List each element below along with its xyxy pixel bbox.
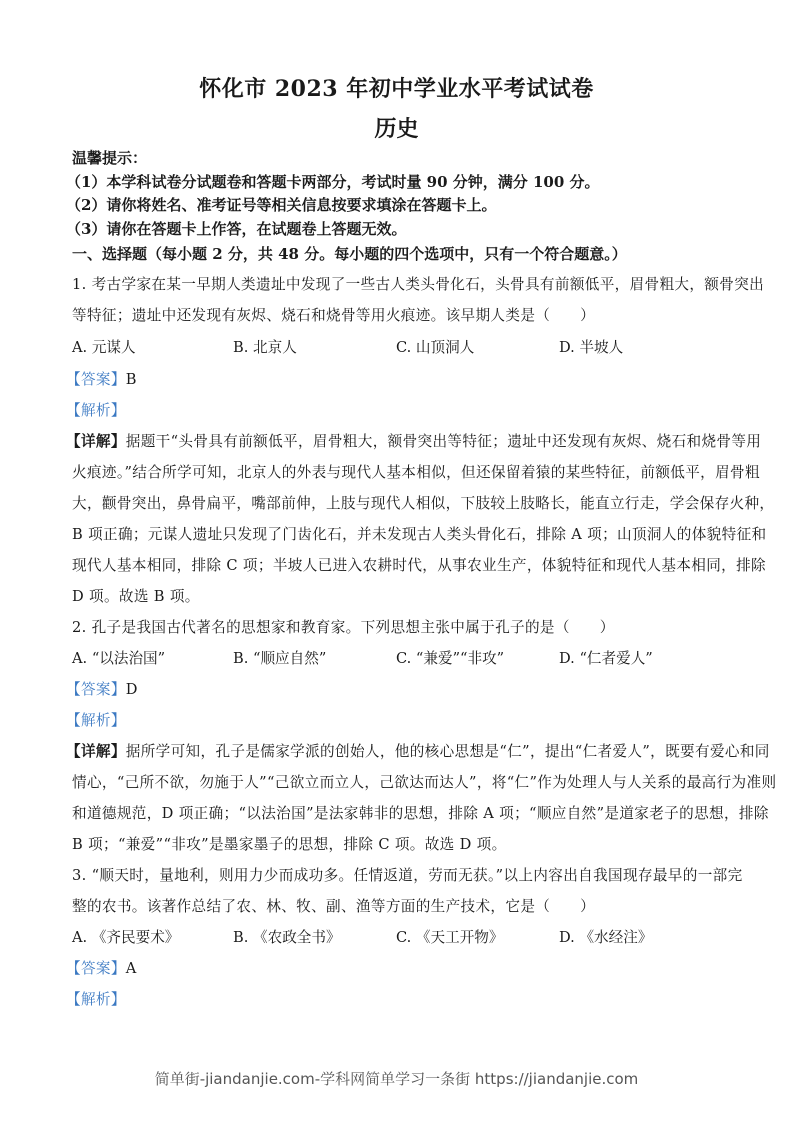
- tip-item-3: （3）请你在答题卡上作答，在试题卷上答题无效。: [66, 220, 407, 238]
- question-1-detail-line-6: D 项。故选 B 项。: [72, 588, 200, 605]
- question-3-analysis-label: 【解析】: [66, 991, 126, 1008]
- question-3-option-c: C. 《天工开物》: [396, 929, 504, 946]
- answer-value: B: [125, 371, 137, 388]
- question-1-detail-line-5: 现代人基本相同，排除 C 项；半坡人已进入农耕时代，从事农业生产，体貌特征和现代人基本相同，排除: [72, 557, 766, 574]
- question-1-detail-line-2: 火痕迹。”结合所学可知，北京人的外表与现代人基本相似，但还保留着猿的某些特征，前额低平，眉骨粗: [72, 464, 760, 481]
- question-2-detail-line-3: 和道德规范，D 项正确；“以法治国”是法家韩非的思想，排除 A 项；“顺应自然”是道家老子的思想，排除: [72, 805, 769, 822]
- answer-value: A: [125, 960, 137, 977]
- question-2-option-c: C. “兼爱”“非攻”: [396, 650, 505, 667]
- detail-label: 【详解】: [66, 433, 126, 450]
- footer-watermark: 简单街-jiandanjie.com-学科网简单学习一条街 https://jiandanjie.com: [154, 1070, 639, 1088]
- question-1-option-b: B. 北京人: [233, 339, 297, 356]
- section-heading: 一、选择题（每小题 2 分，共 48 分。每小题的四个选项中，只有一个符合题意。）: [72, 245, 627, 263]
- detail-label: 【详解】: [66, 743, 126, 760]
- question-3-stem-line-2: 整的农书。该著作总结了农、林、牧、副、渔等方面的生产技术，它是（ ）: [72, 898, 596, 915]
- answer-label: 【答案】: [66, 960, 126, 977]
- subject-title: 历史: [374, 116, 419, 142]
- question-1-option-c: C. 山顶洞人: [396, 339, 475, 356]
- question-3-stem-line-1: 3. “顺天时，量地利，则用力少而成功多。任情返道，劳而无获。”以上内容出自我国现存最早的一部完: [72, 867, 743, 884]
- question-1-analysis-label: 【解析】: [66, 402, 126, 419]
- question-1-option-d: D. 半坡人: [559, 339, 624, 356]
- question-2-option-b: B. “顺应自然”: [233, 650, 327, 667]
- question-2-option-a: A. “以法治国”: [72, 650, 166, 667]
- question-3-answer: [66, 957, 137, 978]
- answer-label: 【答案】: [66, 371, 126, 388]
- tip-item-2: （2）请你将姓名、准考证号等相关信息按要求填涂在答题卡上。: [66, 196, 497, 214]
- question-1-option-a: A. 元谋人: [72, 339, 136, 356]
- question-2-answer: [66, 678, 138, 699]
- question-1-detail-line-3: 大，颧骨突出，鼻骨扁平，嘴部前伸，上肢与现代人相似，下肢较上肢略长，能直立行走，学会保存火种，: [72, 495, 775, 512]
- question-1-stem-line-2: 等特征；遗址中还发现有灰烬、烧石和烧骨等用火痕迹。该早期人类是（ ）: [72, 307, 596, 324]
- question-1-answer: [66, 368, 137, 389]
- question-2-stem-line-1: 2. 孔子是我国古代著名的思想家和教育家。下列思想主张中属于孔子的是（ ）: [72, 619, 615, 636]
- question-2-detail-line-2: 情心，“己所不欲，勿施于人”“己欲立而立人，己欲达而达人”，将“仁”作为处理人与人关系的最高行为准则: [72, 774, 777, 791]
- tips-heading: 温馨提示：: [72, 149, 148, 167]
- answer-value: D: [125, 681, 138, 698]
- page-title: 怀化市 2023 年初中学业水平考试试卷: [199, 76, 594, 102]
- question-3-option-a: A. 《齐民要术》: [72, 929, 180, 946]
- question-1-detail-line-1: 【详解】据题干“头骨具有前额低平，眉骨粗大，额骨突出等特征；遗址中还发现有灰烬、烧石和烧骨等用: [66, 433, 762, 450]
- question-1-stem-line-1: 1. 考古学家在某一早期人类遗址中发现了一些古人类头骨化石，头骨具有前额低平，眉骨粗大，额骨突出: [72, 276, 765, 293]
- question-3-option-b: B. 《农政全书》: [233, 929, 341, 946]
- question-3-option-d: D. 《水经注》: [559, 929, 653, 946]
- answer-label: 【答案】: [66, 681, 126, 698]
- question-2-detail-line-4: B 项；“兼爱”“非攻”是墨家墨子的思想，排除 C 项。故选 D 项。: [72, 836, 507, 853]
- question-1-detail-line-4: B 项正确；元谋人遗址只发现了门齿化石，并未发现古人类头骨化石，排除 A 项；山顶洞人的体貌特征和: [72, 526, 767, 543]
- tip-item-1: （1）本学科试卷分试题卷和答题卡两部分，考试时量 90 分钟，满分 100 分。: [66, 173, 600, 191]
- question-2-analysis-label: 【解析】: [66, 712, 126, 729]
- question-2-detail-line-1: 【详解】据所学可知，孔子是儒家学派的创始人，他的核心思想是“仁”，提出“仁者爱人”，既要有爱心和同: [66, 743, 770, 760]
- question-2-option-d: D. “仁者爱人”: [559, 650, 653, 667]
